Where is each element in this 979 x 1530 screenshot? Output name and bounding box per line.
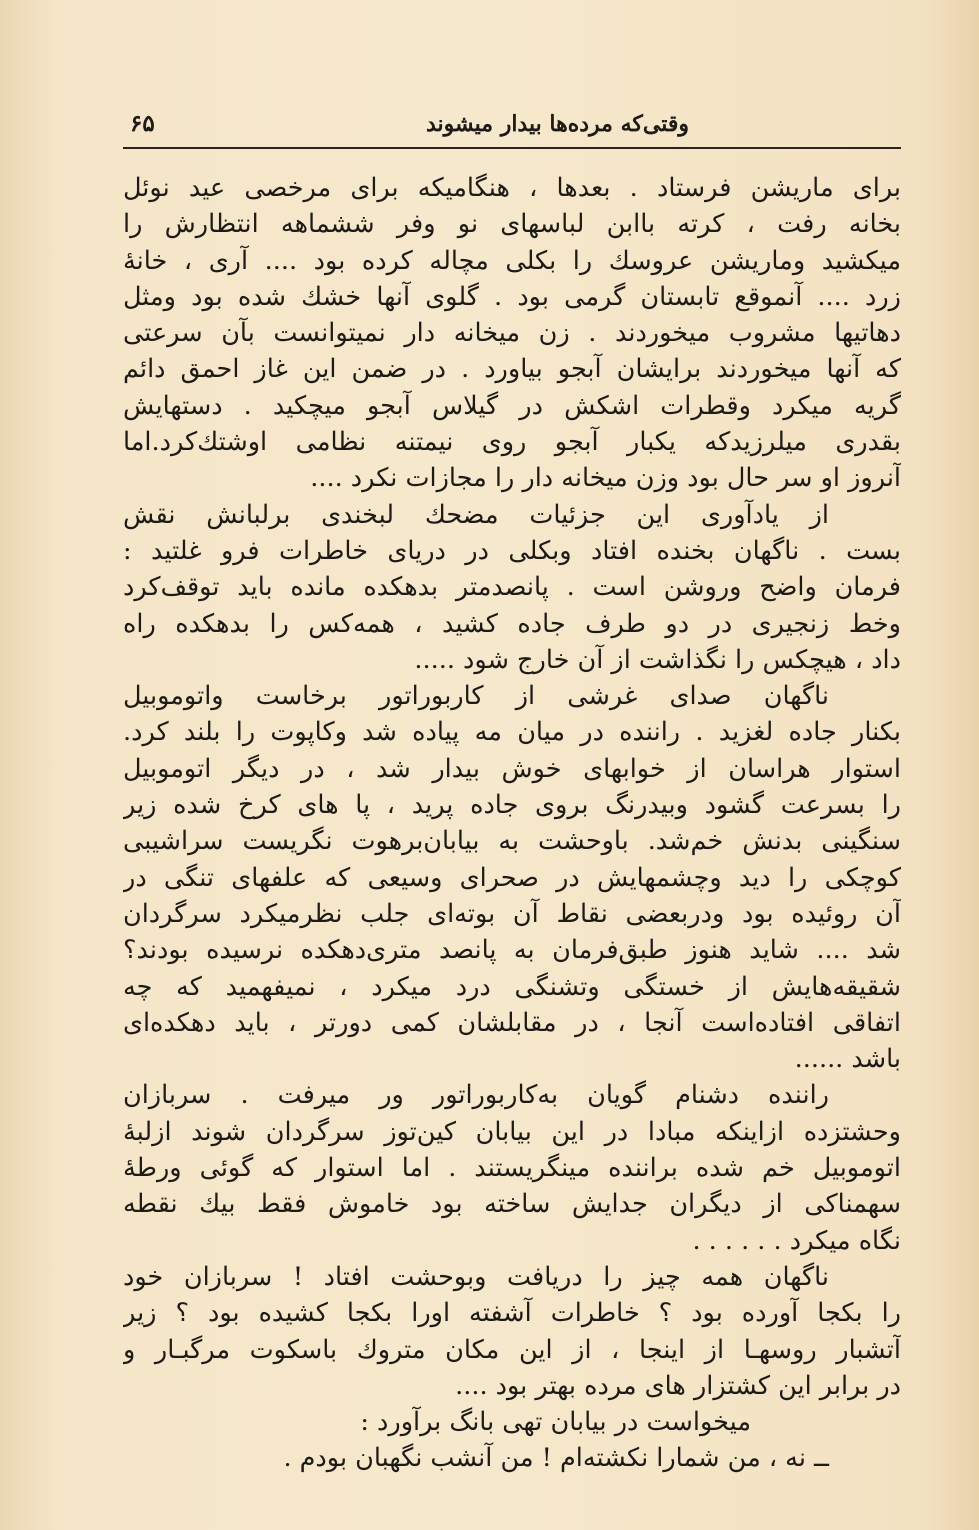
text-line: ناگهان صدای غرشی از کاربوراتور برخاست واتوموبیل (123, 681, 829, 712)
text-line: آتشبار روسهـا از اینجا ، از این مکان متروك باسکوت مرگبـار و (123, 1334, 901, 1365)
text-line: فرمان واضح وروشن است . پانصدمتر بدهکده مانده باید توقف‌کرد (123, 572, 901, 603)
text-line: که آنها میخوردند برایشان آبجو بیاورد . در ضمن این غاز احمق دائم (123, 354, 901, 385)
text-line: کوچکی را دید وچشمهایش در صحرای وسیعی که علفهای تنگی در (123, 862, 901, 893)
paragraph (123, 678, 901, 1077)
text-line: بخانه رفت ، کرته باابن لباسهای نو وفر ششماهه انتظارش را (123, 209, 901, 240)
text-line: میخواست در بیابان تهی بانگ برآورد : (360, 1407, 751, 1438)
text-line: وحشتزده ازاینکه مبادا در این بیابان کین‌توز سرگردان شوند ازلبهٔ (123, 1116, 901, 1147)
text-line: آن روئیده بود ودربعضی نقاط آن بوته‌ای جلب نظرمیکرد سرگردان (123, 898, 901, 929)
paragraph (123, 497, 901, 678)
text-line: وخط زنجیری در دو طرف جاده کشید ، همه‌کس را بدهکده راه (123, 608, 901, 639)
text-line: برای ماریشن فرستاد . بعدها ، هنگامیکه برای مرخصی عید نوئل (123, 173, 901, 203)
text-line: دهاتیها مشروب میخوردند . زن میخانه دار نمیتوانست بآن سرعتی (123, 318, 901, 349)
text-line: آنروز او سر حال بود وزن میخانه دار را مجازات نکرد .... (310, 463, 901, 494)
paragraph (123, 170, 901, 497)
text-line: راننده دشنام گویان به‌کاربوراتور ور میرفت . سربازان (123, 1080, 829, 1111)
page-number: ۶۵ (130, 110, 155, 137)
text-line: باشد ...... (794, 1044, 901, 1075)
text-line: بقدری میلرزیدکه یکبار آبجو روی نیمتنه نظامی اوشتك‌کرد.اما (123, 427, 901, 458)
text-line: در برابر این کشتزار های مرده بهتر بود .... (455, 1370, 901, 1401)
text-line: از یادآوری این جزئیات مضحك لبخندی برلبانش نقش (123, 499, 829, 530)
text-line: نگاه میکرد . . . . . . (692, 1225, 901, 1256)
header-rule (123, 147, 901, 149)
text-line: زرد .... آنموقع تابستان گرمی بود . گلوی آنها خشك شده بود ومثل (123, 281, 901, 312)
text-line: بکنار جاده لغزید . راننده در میان مه پیاده شد وکاپوت را بلند کرد. (123, 717, 901, 748)
text-line: شد .... شاید هنوز طبق‌فرمان به پانصد متری‌دهکده نرسیده بودند؟ (123, 935, 901, 966)
running-title: وقتی‌که مرده‌ها بیدار میشوند (425, 111, 689, 137)
text-line: سهمناکی از دیگران جدایش ساخته بود خاموش فقط بیك نقطه (123, 1189, 901, 1220)
text-line: بست . ناگهان بخنده افتاد وبکلی در دریای خاطرات فرو غلتید : (123, 535, 901, 566)
text-line: شقیقه‌هایش از خستگی وتشنگی درد میکرد ، نمیفهمید که چه (123, 971, 901, 1002)
text-line: گریه میکرد وقطرات اشکش در گیلاس آبجو میچکید . دستهایش (123, 390, 901, 421)
paragraph (123, 1077, 901, 1258)
paragraph (123, 1404, 901, 1477)
text-line: سنگینی بدنش خم‌شد. باوحشت به بیابان‌برهوت نگریست سراشیبی (123, 826, 901, 857)
page-header (124, 106, 904, 148)
body-text (123, 170, 901, 1477)
paragraph (123, 1259, 901, 1404)
text-line: میکشید وماریشن عروسك را بکلی مچاله کرده بود .... آری ، خانهٔ (123, 245, 901, 276)
text-line: را بکجا آورده بود ؟ خاطرات آشفته اورا بکجا کشیده بود ؟ زیر (123, 1298, 901, 1329)
text-line: اتفاقی افتاده‌است آنجا ، در مقابلشان کمی دورتر ، باید دهکده‌ای (123, 1007, 901, 1038)
text-line: استوار هراسان از خوابهای خوش بیدار شد ، در دیگر اتوموبیل (123, 753, 901, 784)
text-line: اتوموبیل خم شده براننده مینگریستند . اما استوار که گوئی ورطهٔ (123, 1153, 901, 1184)
text-line: داد ، هیچکس را نگذاشت از آن خارج شود ..... (414, 644, 901, 675)
text-line: را بسرعت گشود وبیدرنگ بروی جاده پرید ، پا های کرخ شده زیر (123, 790, 901, 821)
dialogue-line: ــ نه ، من شمارا نکشته‌ام ! من آنشب نگهبان بودم . (283, 1443, 829, 1474)
text-line: ناگهان همه چیز را دریافت وبوحشت افتاد ! سربازان خود (123, 1261, 829, 1292)
